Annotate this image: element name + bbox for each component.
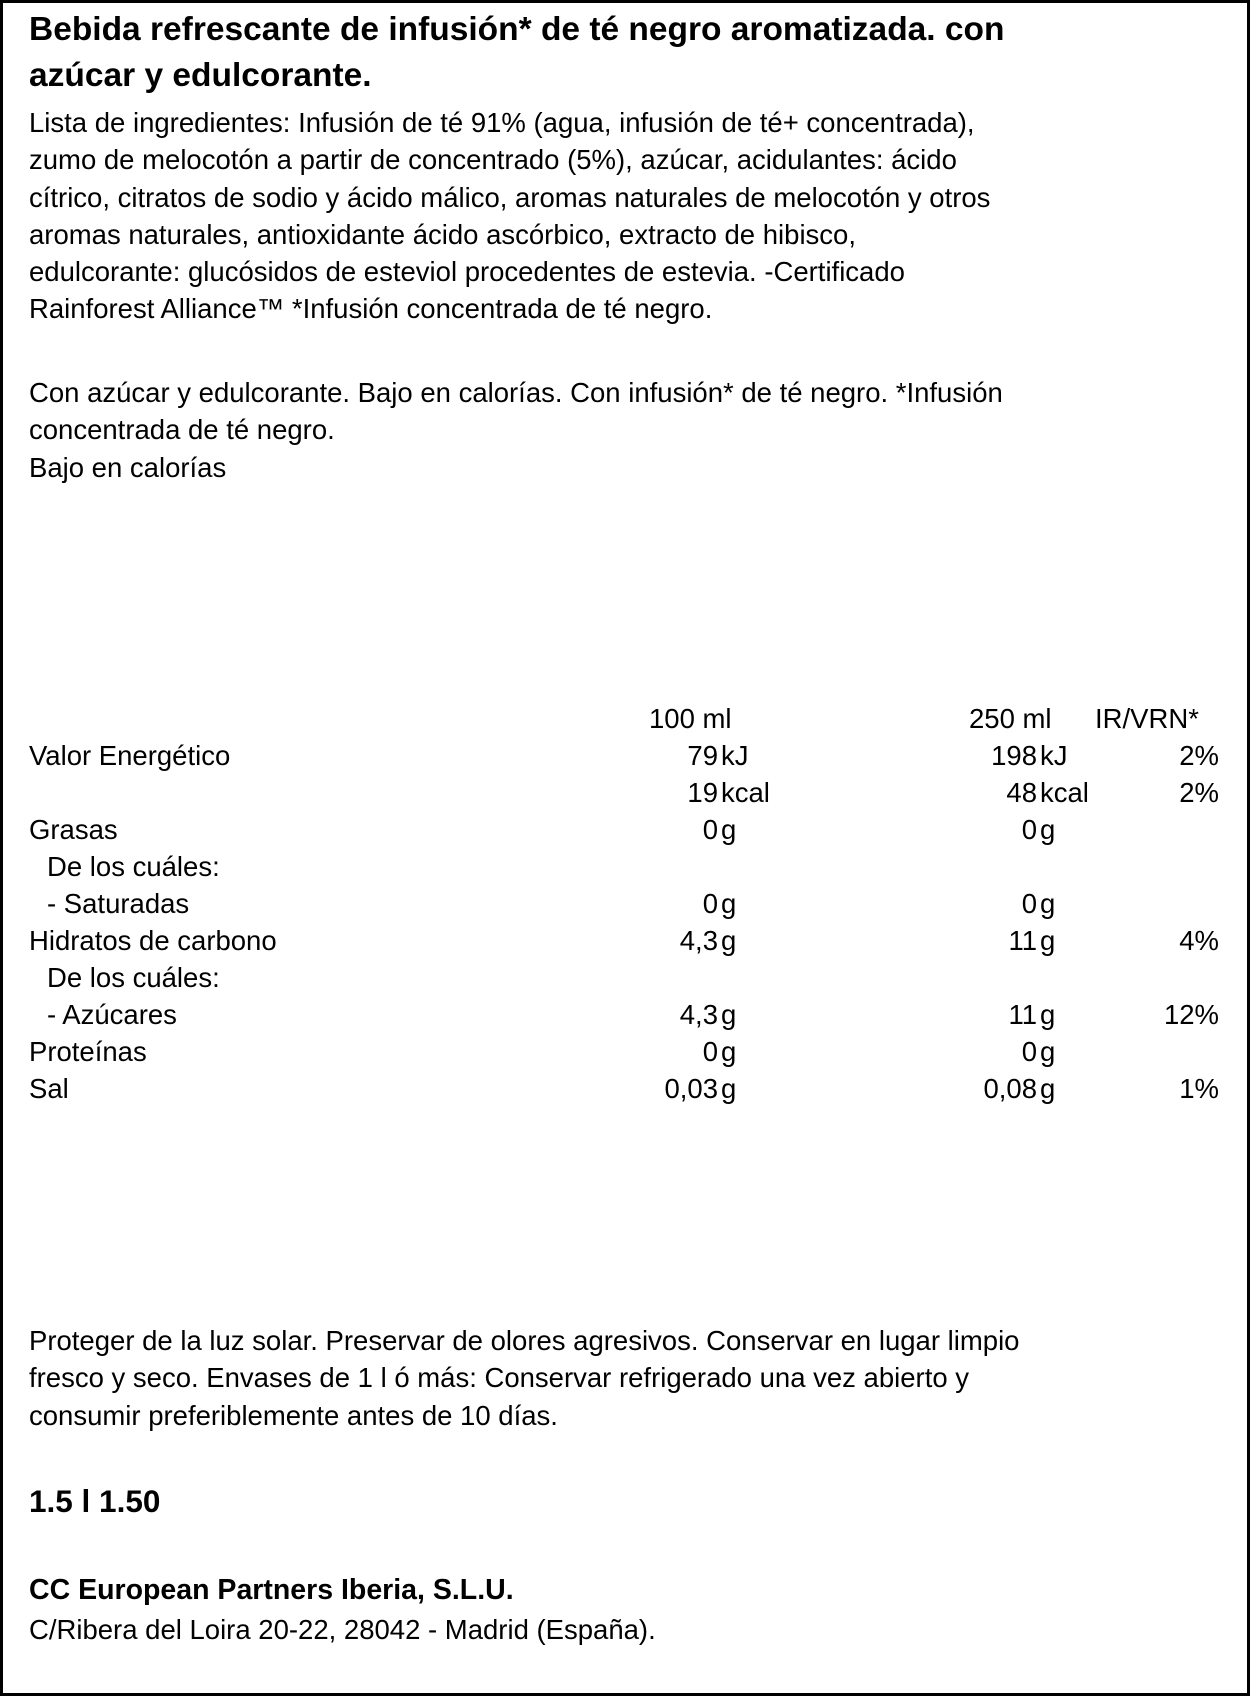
nutrition-value-250ml: 0 xyxy=(1021,888,1037,919)
ingredients-line: Lista de ingredientes: Infusión de té 91% (agua, infusión de té+ concentrada), xyxy=(29,107,975,138)
nutrition-ir-value: 12% xyxy=(1163,999,1219,1030)
ingredients-line: cítrico, citratos de sodio y ácido málico, aromas naturales de melocotón y otros xyxy=(29,181,991,213)
nutrition-row-label: Hidratos de carbono xyxy=(29,925,277,956)
nutrition-unit-100ml: g xyxy=(721,814,737,845)
nutrition-value-250ml: 0,08 xyxy=(983,1073,1037,1104)
ingredients-line: aromas naturales, antioxidante ácido ascórbico, extracto de hibisco, xyxy=(29,218,856,250)
nutrition-unit-250ml: kJ xyxy=(1040,740,1068,771)
storage-line: fresco y seco. Envases de 1 l ó más: Conservar refrigerado una vez abierto y xyxy=(29,1362,970,1394)
nutrition-value-100ml: 4,3 xyxy=(679,925,718,956)
nutrition-header-ir-vrn: IR/VRN* xyxy=(1095,703,1199,734)
nutrition-header-250ml: 250 ml xyxy=(969,703,1052,734)
nutrition-row-label: - Azúcares xyxy=(47,999,177,1030)
nutrition-unit-100ml: kJ xyxy=(721,740,749,771)
nutrition-value-100ml: 0 xyxy=(702,1036,718,1067)
nutrition-ir-value: 2% xyxy=(1179,740,1219,771)
nutrition-ir-value: 4% xyxy=(1179,925,1219,956)
claims-line: concentrada de té negro. xyxy=(29,414,335,446)
product-title-line-1: Bebida refrescante de infusión* de té negro aromatizada. con xyxy=(29,11,1005,48)
nutrition-value-100ml: 4,3 xyxy=(679,999,718,1030)
nutrition-header-100ml: 100 ml xyxy=(649,703,732,734)
nutrition-unit-250ml: g xyxy=(1040,1036,1056,1067)
product-title-line-2: azúcar y edulcorante. xyxy=(29,57,372,94)
ingredients-line: zumo de melocotón a partir de concentrado (5%), azúcar, acidulantes: ácido xyxy=(29,144,957,176)
nutrition-value-250ml: 48 xyxy=(1006,777,1037,808)
nutrition-unit-250ml: g xyxy=(1040,999,1056,1030)
nutrition-unit-250ml: g xyxy=(1040,814,1056,845)
nutrition-value-100ml: 19 xyxy=(687,777,718,808)
nutrition-row-label: - Saturadas xyxy=(47,888,190,919)
nutrition-value-100ml: 0 xyxy=(702,888,718,919)
nutrition-unit-100ml: kcal xyxy=(721,777,770,808)
nutrition-value-100ml: 0,03 xyxy=(664,1073,718,1104)
ingredients-line: Rainforest Alliance™ *Infusión concentrada de té negro. xyxy=(29,293,713,325)
nutrition-ir-value: 1% xyxy=(1179,1073,1219,1104)
company-name: CC European Partners Iberia, S.L.U. xyxy=(29,1574,514,1606)
nutrition-row-label: Valor Energético xyxy=(29,740,231,771)
company-address: C/Ribera del Loira 20-22, 28042 - Madrid (España). xyxy=(29,1614,656,1645)
ingredients-line: edulcorante: glucósidos de esteviol procedentes de estevia. -Certificado xyxy=(29,256,905,288)
nutrition-unit-100ml: g xyxy=(721,1036,737,1067)
nutrition-value-100ml: 0 xyxy=(702,814,718,845)
ingredients-paragraph xyxy=(29,104,990,328)
nutrition-value-250ml: 198 xyxy=(991,740,1037,771)
nutrition-value-250ml: 0 xyxy=(1021,814,1037,845)
nutrition-ir-value: 2% xyxy=(1179,777,1219,808)
nutrition-unit-100ml: g xyxy=(721,925,737,956)
nutrition-unit-100ml: g xyxy=(721,1073,737,1104)
nutrition-unit-100ml: g xyxy=(721,999,737,1030)
claims-line: Con azúcar y edulcorante. Bajo en calorías. Con infusión* de té negro. *Infusión xyxy=(29,377,1003,408)
nutrition-unit-100ml: g xyxy=(721,888,737,919)
nutrition-unit-250ml: g xyxy=(1040,888,1056,919)
nutrition-row-label: De los cuáles: xyxy=(47,851,220,882)
nutrition-value-250ml: 11 xyxy=(1008,999,1037,1030)
claims-line: Bajo en calorías xyxy=(29,451,227,483)
storage-line: Proteger de la luz solar. Preservar de olores agresivos. Conservar en lugar limpio xyxy=(29,1325,1020,1356)
nutrition-unit-250ml: g xyxy=(1040,1073,1056,1104)
nutrition-unit-250ml: kcal xyxy=(1040,777,1089,808)
nutrition-row-label: De los cuáles: xyxy=(47,962,220,993)
storage-line: consumir preferiblemente antes de 10 días. xyxy=(29,1399,558,1431)
nutrition-unit-250ml: g xyxy=(1040,925,1056,956)
nutrition-value-100ml: 79 xyxy=(687,740,718,771)
nutrition-value-250ml: 11 xyxy=(1008,925,1037,956)
claims-paragraph xyxy=(29,374,1003,486)
nutrition-value-250ml: 0 xyxy=(1021,1036,1037,1067)
nutrition-row-label: Sal xyxy=(29,1073,69,1104)
storage-paragraph xyxy=(29,1322,1019,1434)
nutrition-row-label: Proteínas xyxy=(29,1036,147,1067)
nutrition-row-label: Grasas xyxy=(29,814,118,845)
net-volume: 1.5 l 1.50 xyxy=(29,1483,161,1519)
